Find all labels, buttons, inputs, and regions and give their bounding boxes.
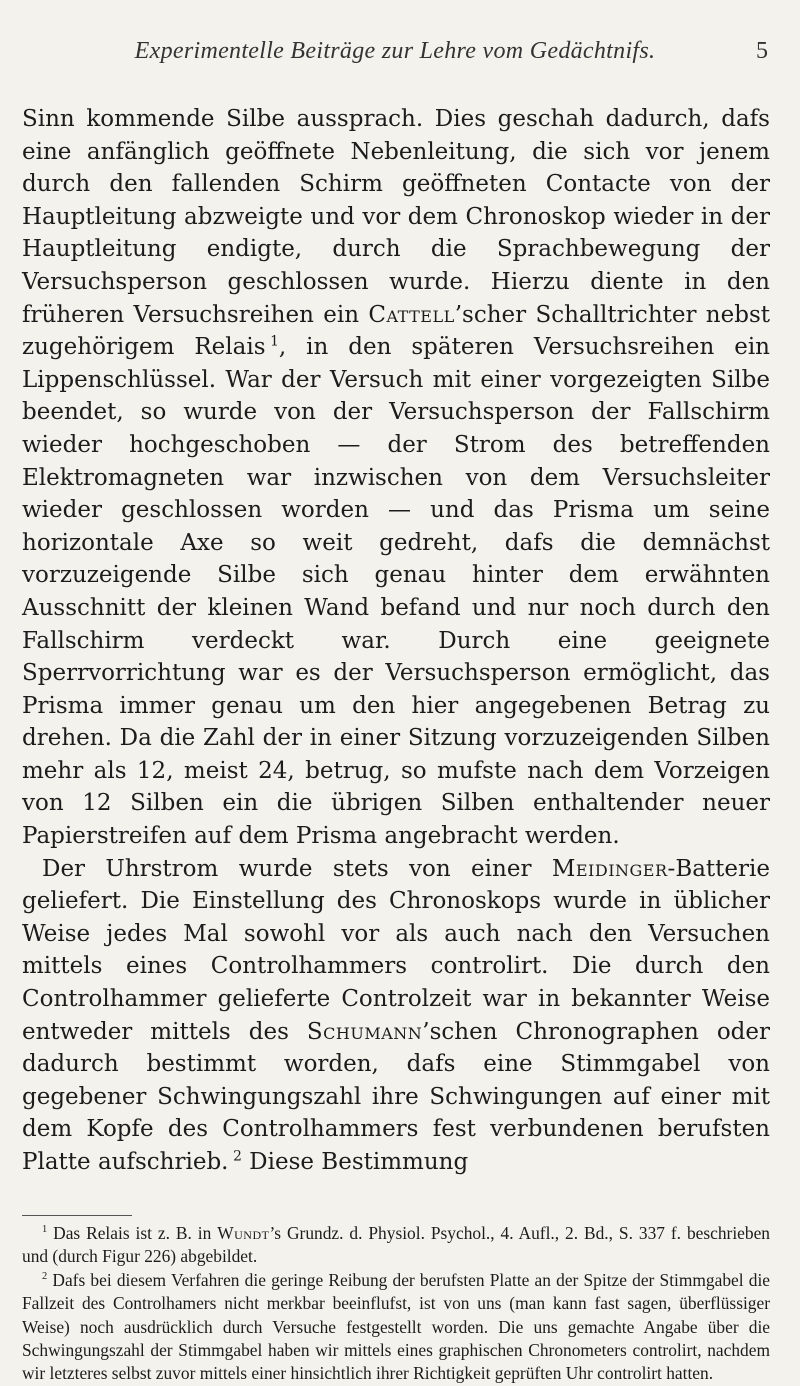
author-name: Cattell bbox=[368, 301, 455, 328]
main-text bbox=[22, 103, 770, 1179]
author-name: Meidinger bbox=[551, 855, 668, 882]
text-run: Diese Bestimmung bbox=[241, 1149, 469, 1175]
text-run: Das Relais ist z. B. in bbox=[47, 1223, 218, 1243]
paragraph bbox=[22, 103, 770, 853]
page-header bbox=[22, 38, 768, 72]
text-run: ’schen Chronographen oder dadurch bestimmt worden, dafs eine Stimmgabel von gegebener Schwingungszahl ihre Schwingungen auf einer mit dem Kopfe des Controlhammers fest verbundenen berufsten Platte aufschrieb. bbox=[22, 1018, 770, 1175]
footnote-number: 2 bbox=[42, 1271, 48, 1283]
text-run: Dafs bei diesem Verfahren die geringe Reibung der berufsten Platte an der Spitze der Stimmgabel die Fallzeit des Controlhamers nicht merkbar beeinflufst, ist von uns (man kann fast sagen, überflüssiger Weise) noch ausdrücklich durch Versuche festgestellt worden. Die uns gemachte Angabe über die Schwingungszahl der Stimmgabel haben wir mittels eines graphischen Chronometers controlirt, nachdem wir letzteres selbst zuvor mittels einer hinsichtlich ihrer Richtigkeit geprüften Uhr controlirt hatten. bbox=[22, 1269, 770, 1384]
text-run: Sinn kommende Silbe aussprach. Dies geschah dadurch, dafs eine anfänglich geöffnete Nebenleitung, die sich vor jenem durch den fallenden Schirm geöffneten Contacte von der Hauptleitung abzweigte und vor dem Chronoskop wieder in der Hauptleitung endigte, durch die Sprachbewegung der Versuchsperson geschlossen wurde. Hierzu diente in den früheren Versuchsreihen ein bbox=[22, 106, 770, 328]
footnote-ref: 2 bbox=[233, 1148, 242, 1165]
author-name: Wundt bbox=[217, 1223, 270, 1243]
text-run: Der Uhrstrom wurde stets von einer bbox=[42, 855, 552, 882]
text-run: , in den späteren Versuchsreihen ein Lippenschlüssel. War der Versuch mit einer vorgezeigten Silbe beendet, so wurde von der Versuchsperson der Fallschirm wieder hochgeschoben — der Strom des betreffenden Elektromagneten war inzwischen von dem Versuchsleiter wieder geschlossen worden — und das Prisma um seine horizontale Axe so weit gedreht, dafs die demnächst vorzuzeigende Silbe sich genau hinter dem erwähnten Ausschnitt der kleinen Wand befand und nur noch durch den Fallschirm verdeckt war. Durch eine geeignete Sperrvorrichtung war es der Versuchsperson ermöglicht, das Prisma immer genau um den hier angegebenen Betrag zu drehen. Da die Zahl der in einer Sitzung vorzuzeigenden Silben mehr als 12, meist 24, betrug, so mufste nach dem Vorzeigen von 12 Silben ein die übrigen Silben enthaltender neuer Papierstreifen auf dem Prisma angebracht werden. bbox=[22, 334, 770, 850]
paragraph bbox=[22, 853, 770, 1179]
author-name: Schumann bbox=[306, 1018, 423, 1045]
footnote bbox=[22, 1222, 770, 1269]
page-number: 5 bbox=[756, 38, 768, 64]
footnote-separator bbox=[22, 1215, 132, 1216]
text-run: ’scher Schalltrichter nebst zugehörigem Relais bbox=[22, 301, 770, 361]
footnote-number: 1 bbox=[42, 1224, 48, 1236]
footnote bbox=[22, 1269, 770, 1386]
footnote-ref: 1 bbox=[270, 333, 279, 350]
text-run: -Batterie geliefert. Die Einstellung des Chronoskops wurde in üblicher Weise jedes Mal sowohl vor als auch nach den Versuchen mittels eines Controlhammers controlirt. Die durch den Controlhammer gelieferte Controlzeit war in bekannter Weise entweder mittels des bbox=[22, 855, 770, 1045]
running-title: Experimentelle Beiträge zur Lehre vom Gedächtnifs. bbox=[134, 38, 656, 64]
text-run: ’s Grundz. d. Physiol. Psychol., 4. Aufl., 2. Bd., S. 337 f. beschrieben und (durch Figur 226) abgebildet. bbox=[22, 1223, 771, 1267]
footnotes bbox=[22, 1222, 770, 1386]
